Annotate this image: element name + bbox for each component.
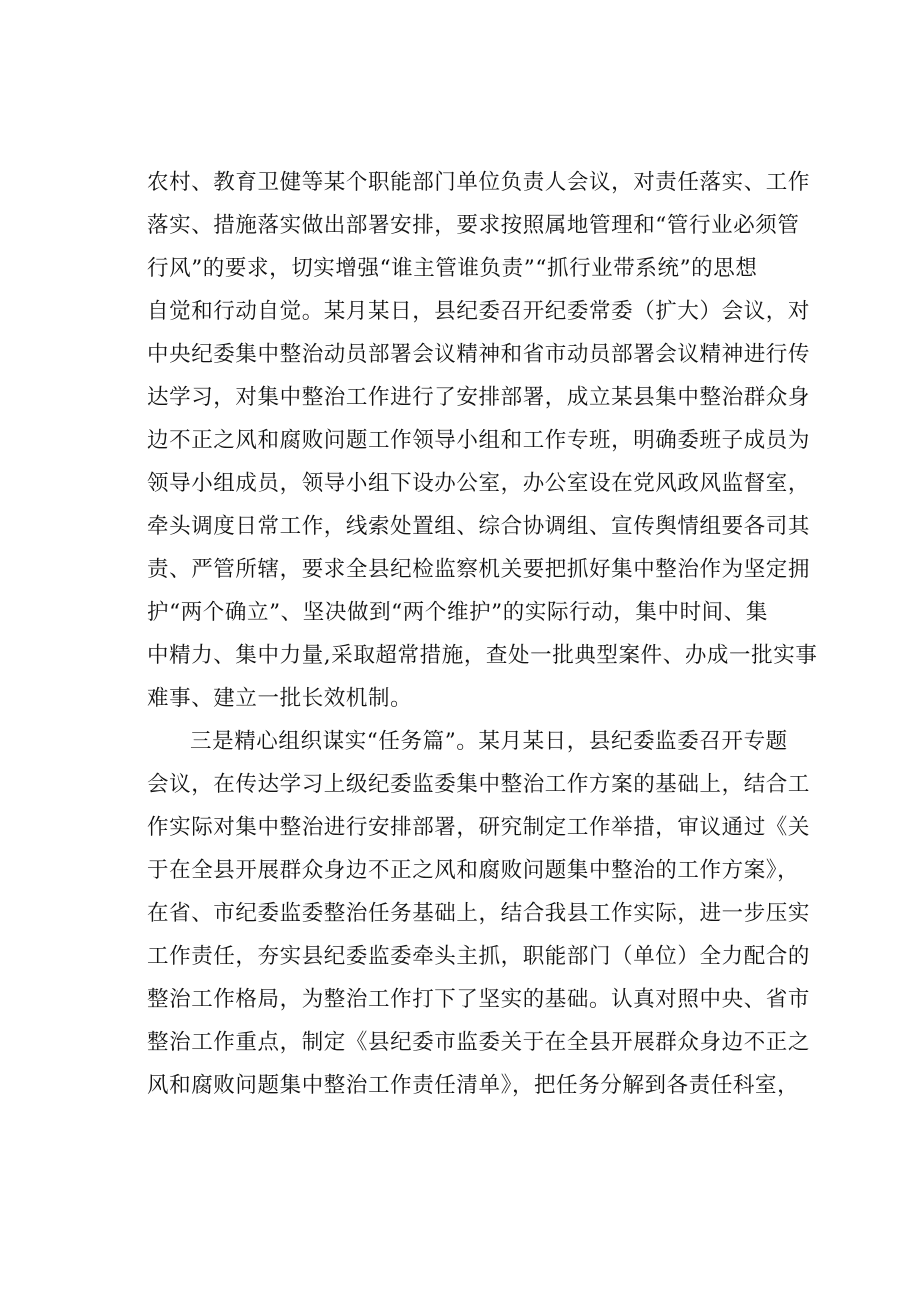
text-line: 达学习，对集中整治工作进行了安排部署，成立某县集中整治群众身 [147,385,811,410]
text-line: 整治工作格局，为整治工作打下了坚实的基础。认真对照中央、省市 [147,987,811,1012]
text-line: 工作责任，夯实县纪委监委牵头主抓，职能部门（单位）全力配合的 [147,944,811,969]
text-line: 三是精心组织谋实“任务篇”。某月某日，县纪委监委召开专题 [190,729,788,754]
text-line: 作实际对集中整治进行安排部署，研究制定工作举措，审议通过《关 [147,815,811,840]
text-line: 农村、教育卫健等某个职能部门单位负责人会议，对责任落实、工作 [147,170,811,195]
text-line: 整治工作重点，制定《县纪委市监委关于在全县开展群众身边不正之 [147,1030,811,1055]
text-line: 会议，在传达学习上级纪委监委集中整治工作方案的基础上，结合工 [147,772,811,797]
text-line: 牵头调度日常工作，线索处置组、综合协调组、宣传舆情组要各司其 [147,514,811,539]
text-line: 边不正之风和腐败问题工作领导小组和工作专班，明确委班子成员为 [147,428,811,453]
paragraph-1 [147,161,818,720]
document-body [147,161,818,1107]
text-line: 难事、建立一批长效机制。 [147,686,413,711]
paragraph-2 [147,720,811,1107]
text-line: 自觉和行动自觉。某月某日，县纪委召开纪委常委（扩大）会议，对 [147,299,811,324]
text-line: 中央纪委集中整治动员部署会议精神和省市动员部署会议精神进行传 [147,342,811,367]
text-line: 行风”的要求，切实增强“谁主管谁负责”“抓行业带系统”的思想 [147,256,758,281]
text-line: 在省、市纪委监委整治任务基础上，结合我县工作实际，进一步压实 [147,901,811,926]
text-line: 中精力、集中力量,采取超常措施，查处一批典型案件、办成一批实事 [147,643,818,668]
text-line: 责、严管所辖，要求全县纪检监察机关要把抓好集中整治作为坚定拥 [147,557,811,582]
text-line: 风和腐败问题集中整治工作责任清单》，把任务分解到各责任科室， [147,1073,800,1098]
text-line: 于在全县开展群众身边不正之风和腐败问题集中整治的工作方案》， [147,858,800,883]
text-line: 护“两个确立”、坚决做到“两个维护”的实际行动，集中时间、集 [147,600,768,625]
text-line: 落实、措施落实做出部署安排，要求按照属地管理和“管行业必须管 [147,213,800,238]
text-line: 领导小组成员，领导小组下设办公室，办公室设在党风政风监督室， [147,471,811,496]
